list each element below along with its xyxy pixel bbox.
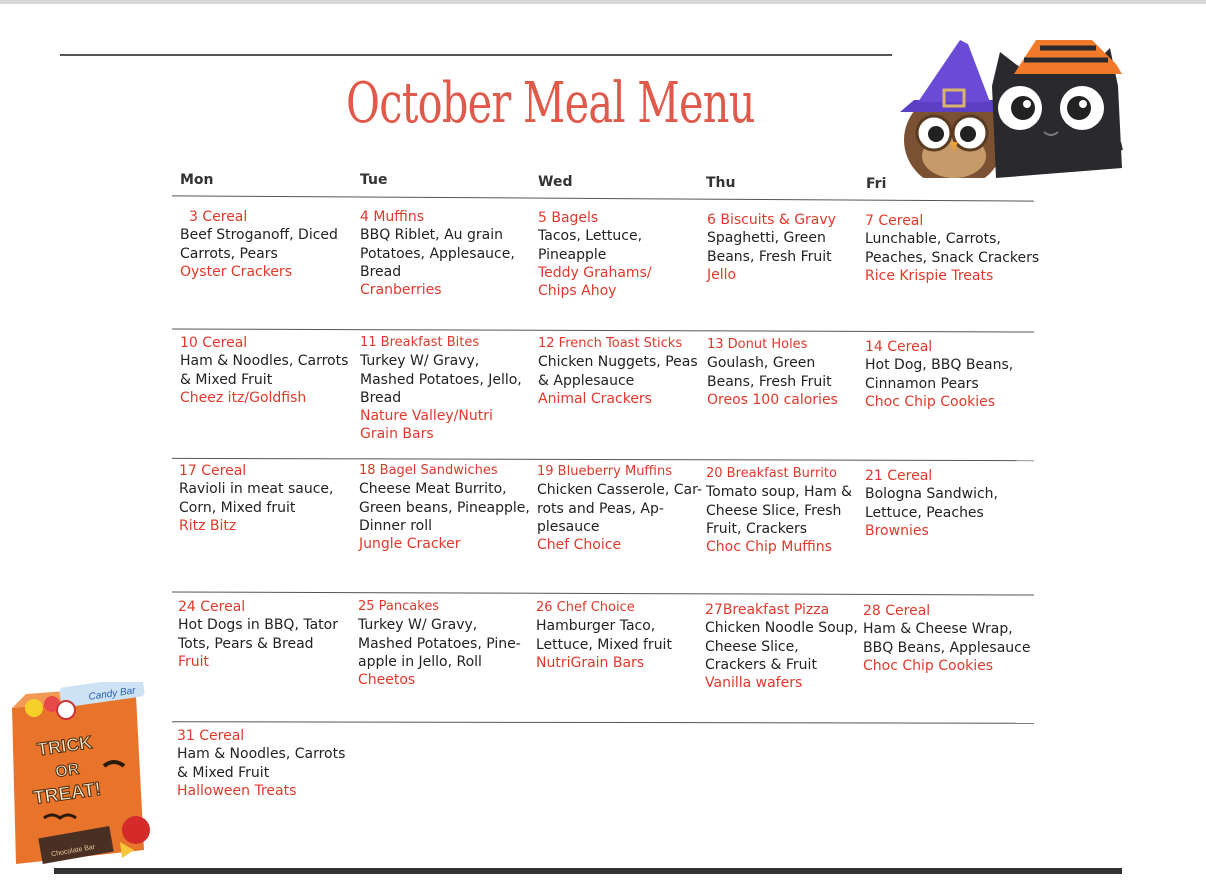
- meal-line: Ravioli in meat sauce,: [179, 481, 334, 498]
- meal-heading: 25 Pancakes: [358, 599, 440, 614]
- meal-line: BBQ Beans, Applesauce: [863, 639, 1031, 656]
- meal-line: Turkey W/ Gravy,: [358, 617, 478, 634]
- snack-line: Choc Chip Cookies: [863, 657, 994, 674]
- meal-line: Tots, Pears & Bread: [178, 635, 314, 652]
- svg-text:OR: OR: [54, 760, 81, 782]
- meal-heading: 17 Cereal: [179, 463, 247, 479]
- meal-line: Dinner roll: [359, 517, 433, 534]
- row-rule: [172, 328, 1034, 332]
- svg-text:TREAT!: TREAT!: [32, 778, 103, 810]
- meal-heading: 28 Cereal: [863, 603, 931, 619]
- meal-line: Fruit, Crackers: [706, 520, 808, 537]
- meal-line: Ham & Noodles, Carrots: [177, 746, 346, 763]
- snack-line: Nature Valley/Nutri: [360, 408, 493, 425]
- trick-or-treat-bag-icon: [4, 682, 162, 872]
- owl-cat-illustration: [896, 38, 1126, 178]
- day-cell: [538, 335, 698, 408]
- meal-line: Tacos, Lettuce,: [538, 228, 643, 245]
- snack-line: Choc Chip Muffins: [706, 539, 832, 556]
- day-cell: [537, 463, 702, 554]
- meal-heading: 12 French Toast Sticks: [538, 336, 683, 351]
- day-cell: [538, 209, 652, 300]
- meal-line: Pineapple: [538, 246, 607, 263]
- meal-heading: 11 Breakfast Bites: [360, 335, 480, 350]
- meal-line: Green beans, Pineapple,: [359, 499, 530, 516]
- top-rule: [60, 54, 892, 56]
- snack-line: Ritz Bitz: [179, 517, 237, 534]
- snack-line: Choc Chip Cookies: [865, 393, 996, 410]
- meal-line: Beans, Fresh Fruit: [707, 373, 832, 390]
- day-cell: [865, 338, 1013, 411]
- meal-line: Lettuce, Peaches: [865, 504, 984, 521]
- snack-line: Animal Crackers: [538, 390, 652, 407]
- meal-line: Cheese Slice, Fresh: [706, 502, 842, 519]
- day-cell: [865, 467, 998, 540]
- meal-line: Ham & Cheese Wrap,: [863, 621, 1013, 638]
- meal-line: Cheese Meat Burrito,: [359, 481, 507, 498]
- meal-heading: 5 Bagels: [538, 210, 599, 226]
- meal-heading: 31 Cereal: [177, 728, 245, 744]
- meal-line: Spaghetti, Green: [707, 230, 826, 247]
- day-cell: [863, 602, 1030, 675]
- meal-line: Mashed Potatoes, Jello,: [360, 371, 522, 388]
- meal-heading: 7 Cereal: [865, 213, 924, 229]
- bottom-rule: [54, 868, 1122, 874]
- meal-line: Bread: [360, 389, 402, 406]
- day-header-tue: Tue: [360, 172, 388, 188]
- day-cell: [360, 208, 515, 299]
- meal-line: Potatoes, Applesauce,: [360, 245, 515, 262]
- owl-witch-icon: [900, 40, 1006, 178]
- svg-text:Chocolate Bar: Chocolate Bar: [50, 843, 96, 859]
- meal-line: Chicken Nuggets, Peas: [538, 354, 698, 371]
- snack-line: Brownies: [865, 522, 929, 539]
- day-header-thu: Thu: [706, 175, 736, 191]
- day-cell: [177, 727, 345, 800]
- meal-line: rots and Peas, Ap-: [537, 500, 664, 517]
- meal-line: Lettuce, Mixed fruit: [536, 636, 672, 653]
- meal-line: & Applesauce: [538, 372, 635, 389]
- day-cell: [706, 465, 852, 556]
- day-cell: [179, 462, 333, 535]
- snack-line: Chef Choice: [537, 537, 622, 554]
- meal-line: Beef Stroganoff, Diced: [180, 227, 338, 244]
- meal-heading: 10 Cereal: [180, 335, 248, 351]
- black-cat-icon: [992, 40, 1122, 178]
- meal-heading: 20 Breakfast Burrito: [706, 466, 837, 481]
- snack-line: Cheetos: [358, 672, 416, 689]
- meal-line: Hot Dog, BBQ Beans,: [865, 357, 1014, 374]
- day-cell: [360, 334, 522, 444]
- day-cell: [178, 598, 338, 671]
- snack-line: Rice Krispie Treats: [865, 267, 994, 284]
- meal-heading: 6 Biscuits & Gravy: [707, 212, 836, 228]
- meal-line: & Mixed Fruit: [180, 371, 273, 388]
- meal-line: Hot Dogs in BBQ, Tator: [178, 617, 338, 634]
- snack-line: Chips Ahoy: [538, 283, 617, 300]
- snack-line: Vanilla wafers: [705, 675, 803, 692]
- snack-line: Fruit: [178, 653, 210, 670]
- meal-heading: 21 Cereal: [865, 468, 933, 484]
- snack-line: Jello: [707, 266, 737, 283]
- page-title: October Meal Menu: [346, 71, 755, 136]
- snack-line: Cheez itz/Goldfish: [180, 389, 307, 406]
- meal-line: apple in Jello, Roll: [358, 653, 482, 670]
- snack-line: NutriGrain Bars: [536, 654, 645, 671]
- day-cell: [180, 208, 338, 281]
- day-cell: [707, 336, 838, 409]
- meal-heading: 26 Chef Choice: [536, 600, 635, 615]
- meal-line: Hamburger Taco,: [536, 618, 656, 635]
- svg-text:TRICK: TRICK: [36, 732, 94, 760]
- meal-line: Tomato soup, Ham &: [706, 484, 853, 501]
- meal-heading: 18 Bagel Sandwiches: [359, 463, 498, 478]
- meal-heading: 3 Cereal: [189, 209, 248, 225]
- snack-line: Oreos 100 calories: [707, 391, 838, 408]
- meal-heading: 24 Cereal: [178, 599, 246, 615]
- meal-heading: 27Breakfast Pizza: [705, 602, 830, 618]
- day-cell: [865, 212, 1039, 285]
- svg-text:Candy Bar: Candy Bar: [87, 685, 137, 703]
- meal-line: Peaches, Snack Crackers: [865, 249, 1040, 266]
- day-cell: [705, 601, 858, 692]
- snack-line: Teddy Grahams/: [538, 264, 652, 281]
- meal-heading: 13 Donut Holes: [707, 337, 808, 352]
- snack-line: Jungle Cracker: [359, 536, 461, 553]
- row-rule: [172, 195, 1034, 201]
- meal-line: Bread: [360, 263, 402, 280]
- day-header-mon: Mon: [180, 172, 214, 188]
- meal-line: & Mixed Fruit: [177, 764, 270, 781]
- snack-line: Grain Bars: [360, 426, 434, 443]
- row-rule: [172, 458, 1034, 461]
- day-header-wed: Wed: [538, 174, 573, 190]
- meal-line: Cheese Slice,: [705, 638, 799, 655]
- meal-line: Mashed Potatoes, Pine-: [358, 635, 521, 652]
- meal-line: Lunchable, Carrots,: [865, 231, 1001, 248]
- meal-line: Corn, Mixed fruit: [179, 499, 296, 516]
- snack-line: Cranberries: [360, 282, 442, 299]
- meal-line: Bologna Sandwich,: [865, 486, 998, 503]
- snack-line: Halloween Treats: [177, 782, 297, 799]
- meal-line: Beans, Fresh Fruit: [707, 248, 832, 265]
- meal-line: Chicken Noodle Soup,: [705, 620, 858, 637]
- row-rule: [172, 721, 1034, 724]
- meal-line: Crackers & Fruit: [705, 656, 817, 673]
- day-cell: [536, 599, 672, 672]
- meal-line: Goulash, Green: [707, 355, 816, 372]
- meal-line: Turkey W/ Gravy,: [360, 353, 480, 370]
- day-cell: [358, 598, 521, 689]
- day-cell: [180, 334, 348, 407]
- day-cell: [707, 211, 836, 284]
- meal-line: BBQ Riblet, Au grain: [360, 227, 503, 244]
- meal-heading: 4 Muffins: [360, 209, 425, 225]
- scan-edge: [0, 0, 1206, 4]
- day-header-fri: Fri: [866, 176, 887, 192]
- meal-heading: 19 Blueberry Muffins: [537, 464, 673, 479]
- meal-line: Ham & Noodles, Carrots: [180, 353, 349, 370]
- day-cell: [359, 462, 530, 553]
- meal-line: plesauce: [537, 518, 600, 535]
- meal-line: Carrots, Pears: [180, 245, 278, 262]
- meal-heading: 14 Cereal: [865, 339, 933, 355]
- snack-line: Oyster Crackers: [180, 263, 292, 280]
- meal-line: Chicken Casserole, Car-: [537, 482, 703, 499]
- row-rule: [172, 591, 1034, 595]
- meal-line: Cinnamon Pears: [865, 375, 979, 392]
